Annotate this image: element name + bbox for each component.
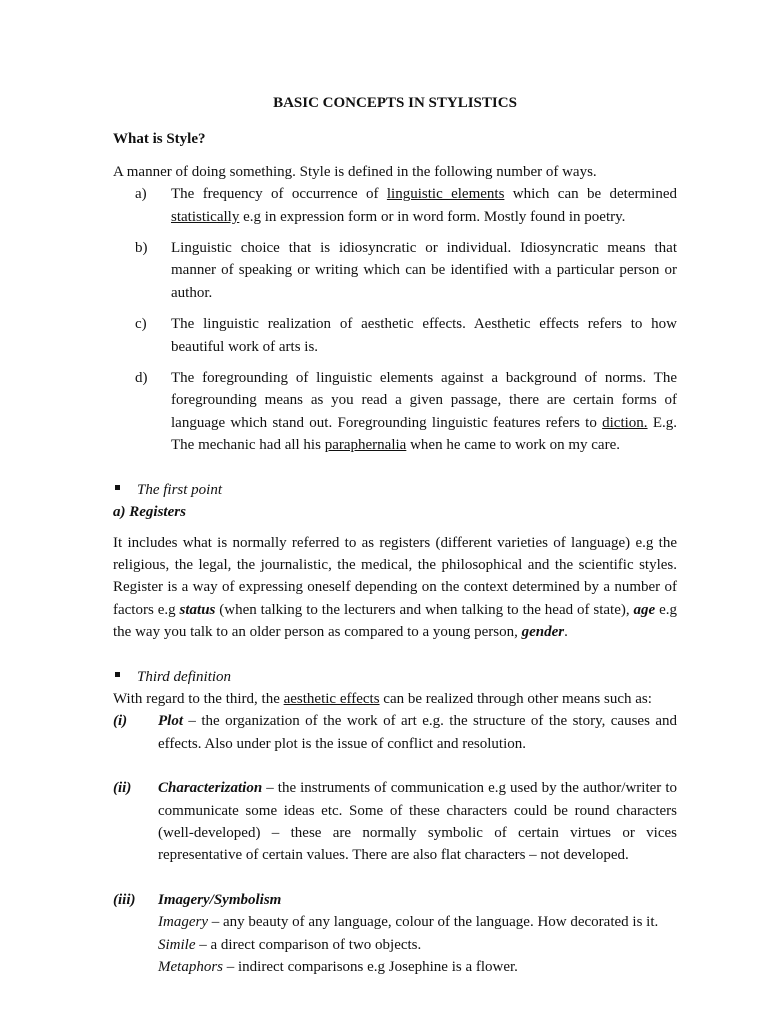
text-run: – indirect comparisons e.g Josephine is a flower. (223, 959, 518, 975)
list-text: The linguistic realization of aesthetic effects. Aesthetic effects refers to how beautiful work of arts is. (171, 316, 677, 355)
list-marker: a) (135, 186, 147, 203)
text-run: E.g. The mechanic had all his (171, 414, 677, 454)
item-term: Characterization (158, 780, 263, 797)
list-text (171, 183, 677, 228)
list-marker: c) (135, 316, 147, 333)
list-marker: d) (135, 370, 148, 387)
roman-marker: (iii) (113, 891, 136, 908)
text-run: It includes what is normally referred to as registers (different varieties of language) e.g the religious, the legal, the journalistic, the medical, the philosophical and the scientific styles. Register is a way of expressing oneself depending on the context determined by a number of factors e.g (113, 534, 677, 618)
registers-heading: a) Registers (113, 504, 186, 521)
list-text (171, 367, 677, 457)
intro-paragraph: A manner of doing something. Style is defined in the following number of ways. (113, 163, 597, 180)
spacer (113, 755, 677, 777)
underlined-term: diction. (602, 414, 648, 431)
third-intro-paragraph (113, 688, 677, 710)
roman-marker: (i) (113, 713, 128, 730)
text-run: – any beauty of any language, colour of the language. How decorated is it. (207, 914, 659, 931)
item-imagery (113, 889, 677, 979)
bullet-first-point (113, 479, 677, 501)
registers-paragraph (113, 532, 677, 644)
underlined-term: aesthetic effects (283, 690, 380, 707)
text-run: e.g in expression form or in word form. Mostly found in poetry. (239, 208, 626, 225)
item-text (158, 777, 677, 867)
bullet-text: Third definition (137, 668, 232, 685)
item-characterization (113, 777, 677, 867)
heading-what-is-style: What is Style? (113, 131, 206, 148)
list-marker: b) (135, 240, 148, 257)
text-run: With regard to the third, the (113, 690, 284, 707)
text-run: – the instruments of communication e.g used by the author/writer to communicate some ideas etc. Some of these characters could be round characters (well-developed) – these are normally symbolic of certain virtues or vices representative of certain values. There are also flat characters – not developed. (158, 780, 677, 864)
square-bullet-icon (115, 485, 120, 490)
underlined-term: paraphernalia (324, 437, 407, 454)
text-run: which can be determined (504, 186, 677, 203)
text-run: e.g the way you talk to an older person as compared to a young person, (113, 601, 677, 641)
bold-italic-term: gender (521, 624, 565, 641)
text-run: – the organization of the work of art e.g. the structure of the story, causes and effects. Also under plot is the issue of conflict and resolution. (158, 713, 677, 752)
spacer (113, 867, 677, 889)
list-text: Linguistic choice that is idiosyncratic or individual. Idiosyncratic means that manner of speaking or writing which can be identified with a particular person or author. (171, 240, 677, 301)
italic-term: Metaphors (158, 959, 223, 975)
list-item-a (113, 183, 677, 228)
bullet-text: The first point (137, 481, 223, 498)
item-plot (113, 710, 677, 755)
text-run: – a direct comparison of two objects. (195, 936, 422, 953)
bullet-third-definition (113, 666, 677, 688)
document-title: BASIC CONCEPTS IN STYLISTICS (273, 95, 517, 111)
roman-marker: (ii) (113, 780, 132, 797)
document-page (113, 92, 677, 978)
bold-italic-term: status (179, 601, 216, 618)
list-item-c (113, 313, 677, 358)
text-run: . (564, 624, 568, 641)
list-item-d (113, 367, 677, 457)
list-item-b (113, 237, 677, 304)
item-text (158, 710, 677, 755)
text-run: (when talking to the lecturers and when talking to the head of state), (215, 601, 634, 618)
item-text (158, 889, 677, 979)
italic-term: Imagery (158, 914, 208, 931)
square-bullet-icon (115, 672, 120, 677)
text-run: when he came to work on my care. (406, 437, 620, 454)
underlined-term: linguistic elements (386, 186, 505, 203)
text-run: The foregrounding of linguistic elements against a background of norms. The foregrounding means as you read a given passage, there are certain forms of language which stand out. Foregrounding linguistic features refers to (171, 370, 677, 431)
italic-term: Simile (158, 936, 196, 953)
item-term: Imagery/Symbolism (158, 891, 282, 908)
item-term: Plot (158, 713, 183, 730)
style-definitions-list (113, 183, 677, 456)
text-run: can be realized through other means such as: (379, 690, 652, 707)
text-run: The frequency of occurrence of (171, 186, 387, 203)
underlined-term: statistically (171, 208, 240, 225)
bold-italic-term: age (633, 601, 656, 618)
